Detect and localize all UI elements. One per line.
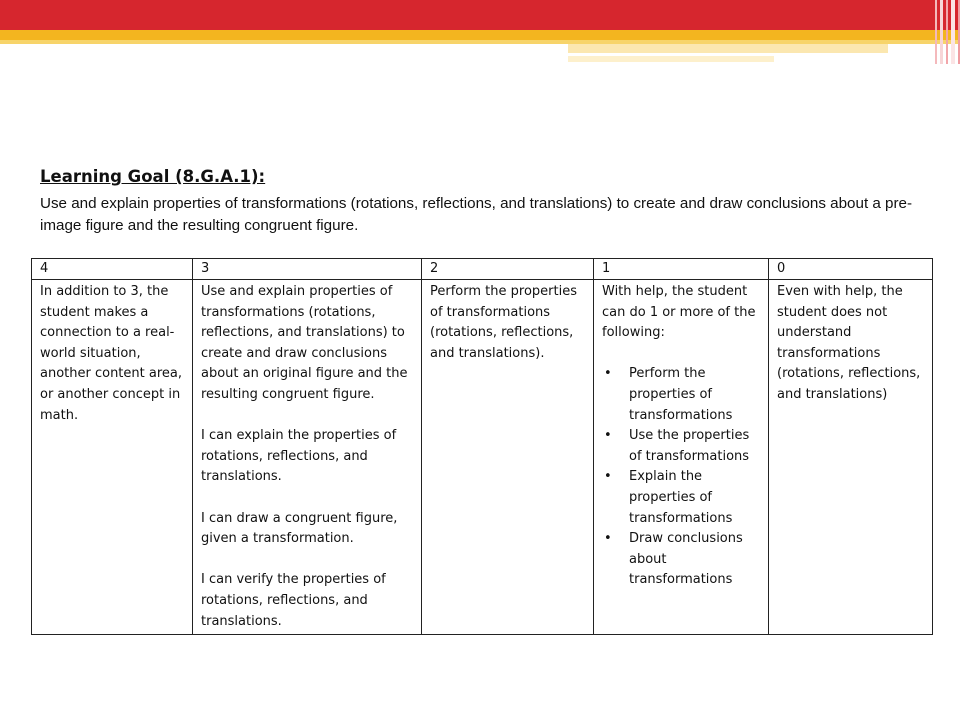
- rubric-cell-level-0: [769, 280, 933, 635]
- level-2-text: Perform the properties of transformations (rotations, reflections, and translations).: [430, 284, 577, 361]
- level-3-text-2: I can explain the properties of rotations, reflections, and translations.: [201, 428, 397, 485]
- header-accent-bar-small: [568, 56, 774, 62]
- list-item: • Explain the properties of transformations: [602, 467, 762, 529]
- level-0-text: Even with help, the student does not understand transformations (rotations, reflections, and translations): [777, 284, 921, 402]
- rubric-header-row: [32, 259, 933, 280]
- rubric-header-cell: 1: [594, 259, 769, 280]
- level-1-list: [602, 364, 762, 591]
- rubric-table: [31, 258, 933, 635]
- rubric-body-row: [32, 280, 933, 635]
- list-item: • Use the properties of transformations: [602, 426, 762, 467]
- rubric-header-cell: 2: [422, 259, 594, 280]
- rubric-cell-level-4: [32, 280, 193, 635]
- rubric-header-cell: 0: [769, 259, 933, 280]
- list-item: • Perform the properties of transformations: [602, 364, 762, 426]
- level-4-text: In addition to 3, the student makes a connection to a real-world situation, another content area, or another concept in math.: [40, 284, 182, 423]
- level-3-text-3: I can draw a congruent figure, given a transformation.: [201, 510, 398, 547]
- header-banner-red: [0, 0, 960, 30]
- header-accent-bar: [568, 44, 888, 53]
- learning-goal-title: Learning Goal (8.G.A.1):: [40, 167, 266, 186]
- list-item: • Draw conclusions about transformations: [602, 529, 762, 591]
- rubric-header-cell: 4: [32, 259, 193, 280]
- header-stripes: [928, 0, 960, 64]
- level-3-text-1: Use and explain properties of transformations (rotations, reflections, and translations) to create and draw conclusions about an original figure and the resulting congruent figure.: [201, 284, 408, 402]
- header-banner-gold: [0, 30, 960, 40]
- rubric-header-cell: 3: [193, 259, 422, 280]
- learning-goal: [40, 166, 920, 237]
- rubric-cell-level-1: [594, 280, 769, 635]
- level-3-text-4: I can verify the properties of rotations, reflections, and translations.: [201, 572, 386, 629]
- learning-goal-description: Use and explain properties of transformations (rotations, reflections, and translations) to create and draw conclusions about a pre-image figure and the resulting congruent figure.: [40, 195, 913, 234]
- level-1-intro: With help, the student can do 1 or more of the following:: [602, 284, 756, 341]
- rubric-cell-level-2: [422, 280, 594, 635]
- rubric-cell-level-3: [193, 280, 422, 635]
